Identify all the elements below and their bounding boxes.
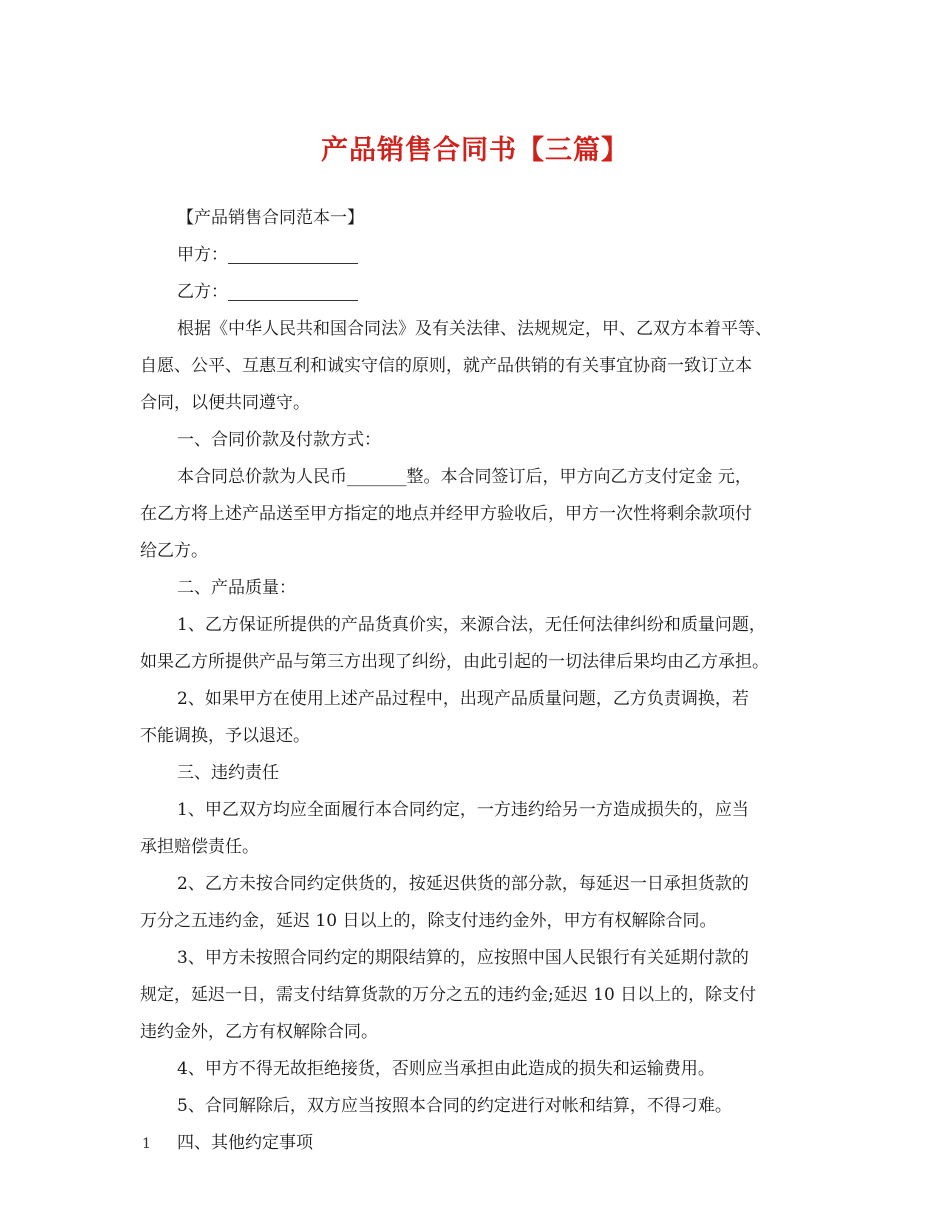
document-title: 产品销售合同书【三篇】 <box>321 135 629 166</box>
paragraph-line: 承担赔偿责任。 <box>140 837 259 857</box>
clause-heading-1: 一、合同价款及付款方式： <box>177 430 381 450</box>
page-number: 1 <box>142 1136 151 1152</box>
paragraph-line: 根据《中华人民共和国合同法》及有关法律、法规规定，甲、乙双方本着平等、 <box>177 319 772 339</box>
paragraph-line: 1、甲乙双方均应全面履行本合同约定，一方违约给另一方造成损失的，应当 <box>177 800 749 820</box>
paragraph-line: 不能调换，予以退还。 <box>140 726 310 746</box>
clause-heading-3: 三、违约责任 <box>177 763 279 783</box>
party-b-blank <box>228 278 358 301</box>
paragraph-line: 给乙方。 <box>140 541 208 561</box>
paragraph-line: 万分之五违约金，延迟 10 日以上的，除支付违约金外，甲方有权解除合同。 <box>140 911 717 931</box>
paragraph-line: 规定，延迟一日，需支付结算货款的万分之五的违约金;延迟 10 日以上的，除支付 <box>140 985 757 1005</box>
paragraph-line: 3、甲方未按照合同约定的期限结算的，应按照中国人民银行有关延期付款的 <box>177 948 749 968</box>
paragraph-line: 自愿、公平、互惠互利和诚实守信的原则，就产品供销的有关事宜协商一致订立本 <box>140 356 752 376</box>
paragraph-line: 合同，以便共同遵守。 <box>140 393 310 413</box>
party-a-label: 甲方： <box>177 245 228 265</box>
party-a-blank <box>228 241 358 264</box>
paragraph-line: 如果乙方所提供产品与第三方出现了纠纷，由此引起的一切法律后果均由乙方承担。 <box>140 652 769 672</box>
paragraph-line: 1、乙方保证所提供的产品货真价实，来源合法，无任何法律纠纷和质量问题， <box>177 615 766 635</box>
paragraph-line: 在乙方将上述产品送至甲方指定的地点并经甲方验收后，甲方一次性将剩余款项付 <box>140 504 752 524</box>
party-a-line <box>140 237 812 274</box>
party-b-label: 乙方： <box>177 282 228 302</box>
party-b-line <box>140 274 812 311</box>
section-heading: 【产品销售合同范本一】 <box>177 208 364 228</box>
paragraph-line: 2、乙方未按合同约定供货的，按延迟供货的部分款，每延迟一日承担货款的 <box>177 874 749 894</box>
clause-heading-2: 二、产品质量： <box>177 578 296 598</box>
paragraph-line: 4、甲方不得无故拒绝接货，否则应当承担由此造成的损失和运输费用。 <box>177 1059 715 1079</box>
paragraph-line: 违约金外，乙方有权解除合同。 <box>140 1022 378 1042</box>
clause-heading-4: 四、其他约定事项 <box>177 1133 313 1153</box>
paragraph-line: 5、合同解除后，双方应当按照本合同的约定进行对帐和结算，不得刁难。 <box>177 1096 732 1116</box>
paragraph-line: 2、如果甲方在使用上述产品过程中，出现产品质量问题，乙方负责调换，若 <box>177 689 749 709</box>
paragraph-line: 本合同总价款为人民币_______整。本合同签订后，甲方向乙方支付定金 元， <box>177 467 752 487</box>
contract-body <box>140 200 812 1162</box>
